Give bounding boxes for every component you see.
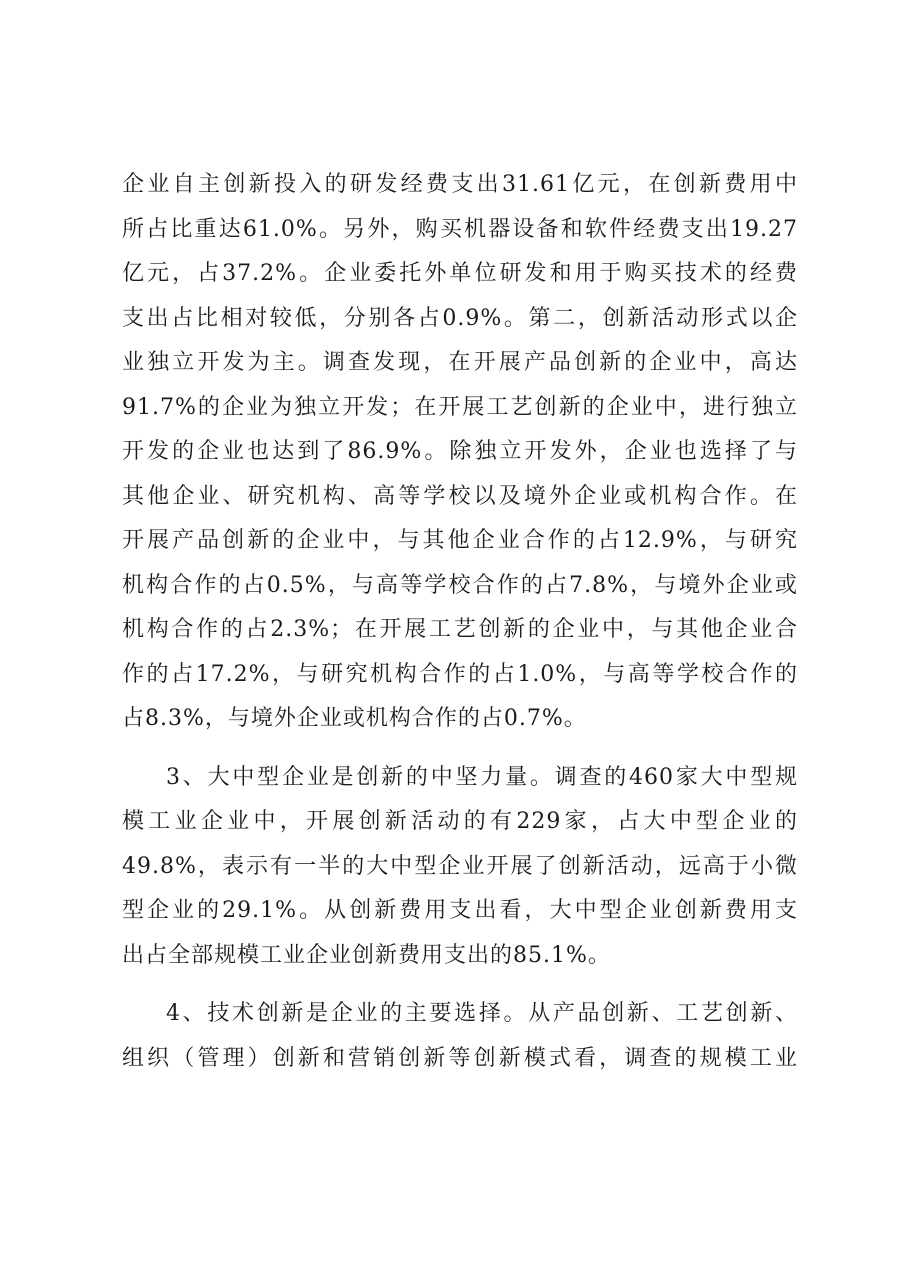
- text-line: 占8.3%，与境外企业或机构合作的占0.7%。: [122, 706, 587, 731]
- paragraph-spacer: [122, 978, 798, 992]
- text-line: 业独立开发为主。调查发现，在开展产品创新的企业中，高达: [122, 350, 798, 375]
- text-line: 支出占比相对较低，分别各占0.9%。第二，创新活动形式以企: [122, 305, 798, 331]
- text-line: 模工业企业中，开展创新活动的有229家，占大中型企业的: [122, 809, 798, 834]
- text-line: 91.7%的企业为独立开发；在开展工艺创新的企业中，进行独立: [122, 394, 798, 420]
- paragraph-large-medium-enterprises: [122, 756, 798, 979]
- text-line: 开发的企业也达到了86.9%。除独立开发外，企业也选择了与: [122, 439, 798, 464]
- text-line: 型企业的29.1%。从创新费用支出看，大中型企业创新费用支: [122, 898, 798, 923]
- text-line: 所占比重达61.0%。另外，购买机器设备和软件经费支出19.27: [122, 216, 798, 242]
- text-line: 企业自主创新投入的研发经费支出31.61亿元，在创新费用中: [122, 172, 798, 197]
- text-line: 49.8%，表示有一半的大中型企业开展了创新活动，远高于小微: [122, 853, 798, 879]
- text-line: 其他企业、研究机构、高等学校以及境外企业或机构合作。在: [122, 483, 798, 509]
- text-line: 亿元，占37.2%。企业委托外单位研发和用于购买技术的经费: [122, 261, 798, 286]
- text-line: 开展产品创新的企业中，与其他企业合作的占12.9%，与研究: [122, 528, 798, 553]
- text-line: 组织（管理）创新和营销创新等创新模式看，调查的规模工业: [122, 1045, 798, 1071]
- text-line: 作的占17.2%，与研究机构合作的占1.0%，与高等学校合作的: [122, 661, 798, 687]
- text-line: 机构合作的占0.5%，与高等学校合作的占7.8%，与境外企业或: [122, 572, 798, 598]
- text-line: 机构合作的占2.3%；在开展工艺创新的企业中，与其他企业合: [122, 617, 798, 642]
- text-line: 出占全部规模工业企业创新费用支出的85.1%。: [122, 942, 611, 968]
- paragraph-innovation-expenditure: [122, 163, 798, 742]
- body-text: [122, 163, 798, 1081]
- paragraph-spacer: [122, 742, 798, 756]
- text-line: 4、技术创新是企业的主要选择。从产品创新、工艺创新、: [166, 1001, 798, 1026]
- text-line: 3、大中型企业是创新的中坚力量。调查的460家大中型规: [166, 764, 798, 790]
- paragraph-technical-innovation: [122, 992, 798, 1081]
